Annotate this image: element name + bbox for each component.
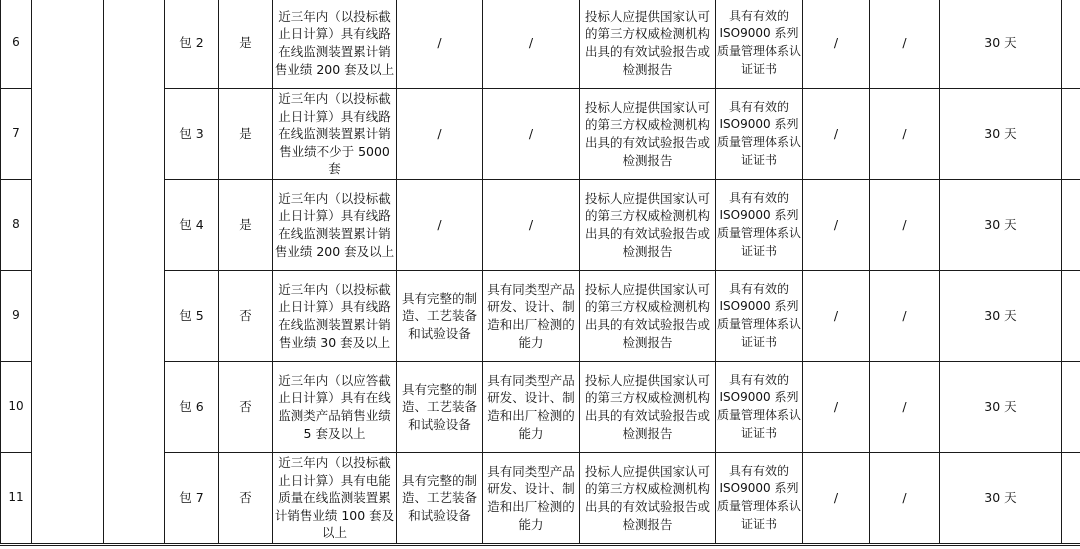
- bottom-divider: [0, 545, 1080, 546]
- sales-requirement-cell: 近三年内（以投标截止日计算）具有线路在线监测装置累计销售业绩 30 套及以上: [273, 271, 397, 362]
- yes-no-cell: 是: [219, 0, 273, 89]
- slash-cell: /: [870, 0, 940, 89]
- slash-cell: /: [803, 89, 870, 180]
- days-cell: 30 天: [940, 453, 1062, 544]
- blank-cell: [1062, 0, 1080, 89]
- row-number: 6: [1, 0, 32, 89]
- test-report-cell: 投标人应提供国家认可的第三方权威检测机构出具的有效试验报告或检测报告: [580, 271, 716, 362]
- test-report-cell: 投标人应提供国家认可的第三方权威检测机构出具的有效试验报告或检测报告: [580, 453, 716, 544]
- blank-cell: [1062, 362, 1080, 453]
- yes-no-cell: 否: [219, 362, 273, 453]
- blank-cell: [1062, 180, 1080, 271]
- sales-requirement-cell: 近三年内（以应答截止日计算）具有在线监测类产品销售业绩 5 套及以上: [273, 362, 397, 453]
- iso-certificate-cell: 具有有效的 ISO9000 系列质量管理体系认证证书: [716, 453, 803, 544]
- days-cell: 30 天: [940, 180, 1062, 271]
- days-cell: 30 天: [940, 271, 1062, 362]
- manufacturing-cell: 具有完整的制造、工艺装备和试验设备: [397, 362, 483, 453]
- test-report-cell: 投标人应提供国家认可的第三方权威检测机构出具的有效试验报告或检测报告: [580, 180, 716, 271]
- yes-no-cell: 是: [219, 180, 273, 271]
- row-number: 8: [1, 180, 32, 271]
- rd-capability-cell: /: [483, 0, 580, 89]
- slash-cell: /: [803, 362, 870, 453]
- test-report-cell: 投标人应提供国家认可的第三方权威检测机构出具的有效试验报告或检测报告: [580, 89, 716, 180]
- slash-cell: /: [870, 89, 940, 180]
- sales-requirement-cell: 近三年内（以投标截止日计算）具有线路在线监测装置累计销售业绩 200 套及以上: [273, 0, 397, 89]
- sales-requirement-cell: 近三年内（以投标截止日计算）具有线路在线监测装置累计销售业绩不少于 5000 套: [273, 89, 397, 180]
- rd-capability-cell: /: [483, 89, 580, 180]
- slash-cell: /: [870, 362, 940, 453]
- iso-certificate-cell: 具有有效的 ISO9000 系列质量管理体系认证证书: [716, 89, 803, 180]
- days-cell: 30 天: [940, 362, 1062, 453]
- slash-cell: /: [803, 271, 870, 362]
- yes-no-cell: 是: [219, 89, 273, 180]
- blank-cell: [1062, 271, 1080, 362]
- manufacturing-cell: 具有完整的制造、工艺装备和试验设备: [397, 271, 483, 362]
- sales-requirement-cell: 近三年内（以投标截止日计算）具有电能质量在线监测装置累计销售业绩 100 套及以上: [273, 453, 397, 544]
- row-number: 7: [1, 89, 32, 180]
- slash-cell: /: [870, 453, 940, 544]
- package-cell: 包 4: [165, 180, 219, 271]
- iso-certificate-cell: 具有有效的 ISO9000 系列质量管理体系认证证书: [716, 180, 803, 271]
- yes-no-cell: 否: [219, 271, 273, 362]
- iso-certificate-cell: 具有有效的 ISO9000 系列质量管理体系认证证书: [716, 271, 803, 362]
- package-cell: 包 2: [165, 0, 219, 89]
- days-cell: 30 天: [940, 89, 1062, 180]
- rd-capability-cell: 具有同类型产品研发、设计、制造和出厂检测的能力: [483, 362, 580, 453]
- manufacturing-cell: /: [397, 180, 483, 271]
- row-number: 11: [1, 453, 32, 544]
- rd-capability-cell: /: [483, 180, 580, 271]
- slash-cell: /: [803, 180, 870, 271]
- row-number: 10: [1, 362, 32, 453]
- merged-blank-cell: [104, 0, 165, 544]
- yes-no-cell: 否: [219, 453, 273, 544]
- row-number: 9: [1, 271, 32, 362]
- test-report-cell: 投标人应提供国家认可的第三方权威检测机构出具的有效试验报告或检测报告: [580, 362, 716, 453]
- merged-blank-cell: [32, 0, 104, 544]
- slash-cell: /: [803, 0, 870, 89]
- slash-cell: /: [870, 180, 940, 271]
- package-cell: 包 3: [165, 89, 219, 180]
- test-report-cell: 投标人应提供国家认可的第三方权威检测机构出具的有效试验报告或检测报告: [580, 0, 716, 89]
- manufacturing-cell: /: [397, 0, 483, 89]
- rd-capability-cell: 具有同类型产品研发、设计、制造和出厂检测的能力: [483, 271, 580, 362]
- slash-cell: /: [870, 271, 940, 362]
- table-row: [1, 0, 1080, 89]
- package-cell: 包 7: [165, 453, 219, 544]
- manufacturing-cell: /: [397, 89, 483, 180]
- blank-cell: [1062, 453, 1080, 544]
- iso-certificate-cell: 具有有效的 ISO9000 系列质量管理体系认证证书: [716, 362, 803, 453]
- days-cell: 30 天: [940, 0, 1062, 89]
- manufacturing-cell: 具有完整的制造、工艺装备和试验设备: [397, 453, 483, 544]
- blank-cell: [1062, 89, 1080, 180]
- package-cell: 包 6: [165, 362, 219, 453]
- rd-capability-cell: 具有同类型产品研发、设计、制造和出厂检测的能力: [483, 453, 580, 544]
- package-cell: 包 5: [165, 271, 219, 362]
- sales-requirement-cell: 近三年内（以投标截止日计算）具有线路在线监测装置累计销售业绩 200 套及以上: [273, 180, 397, 271]
- iso-certificate-cell: 具有有效的 ISO9000 系列质量管理体系认证证书: [716, 0, 803, 89]
- slash-cell: /: [803, 453, 870, 544]
